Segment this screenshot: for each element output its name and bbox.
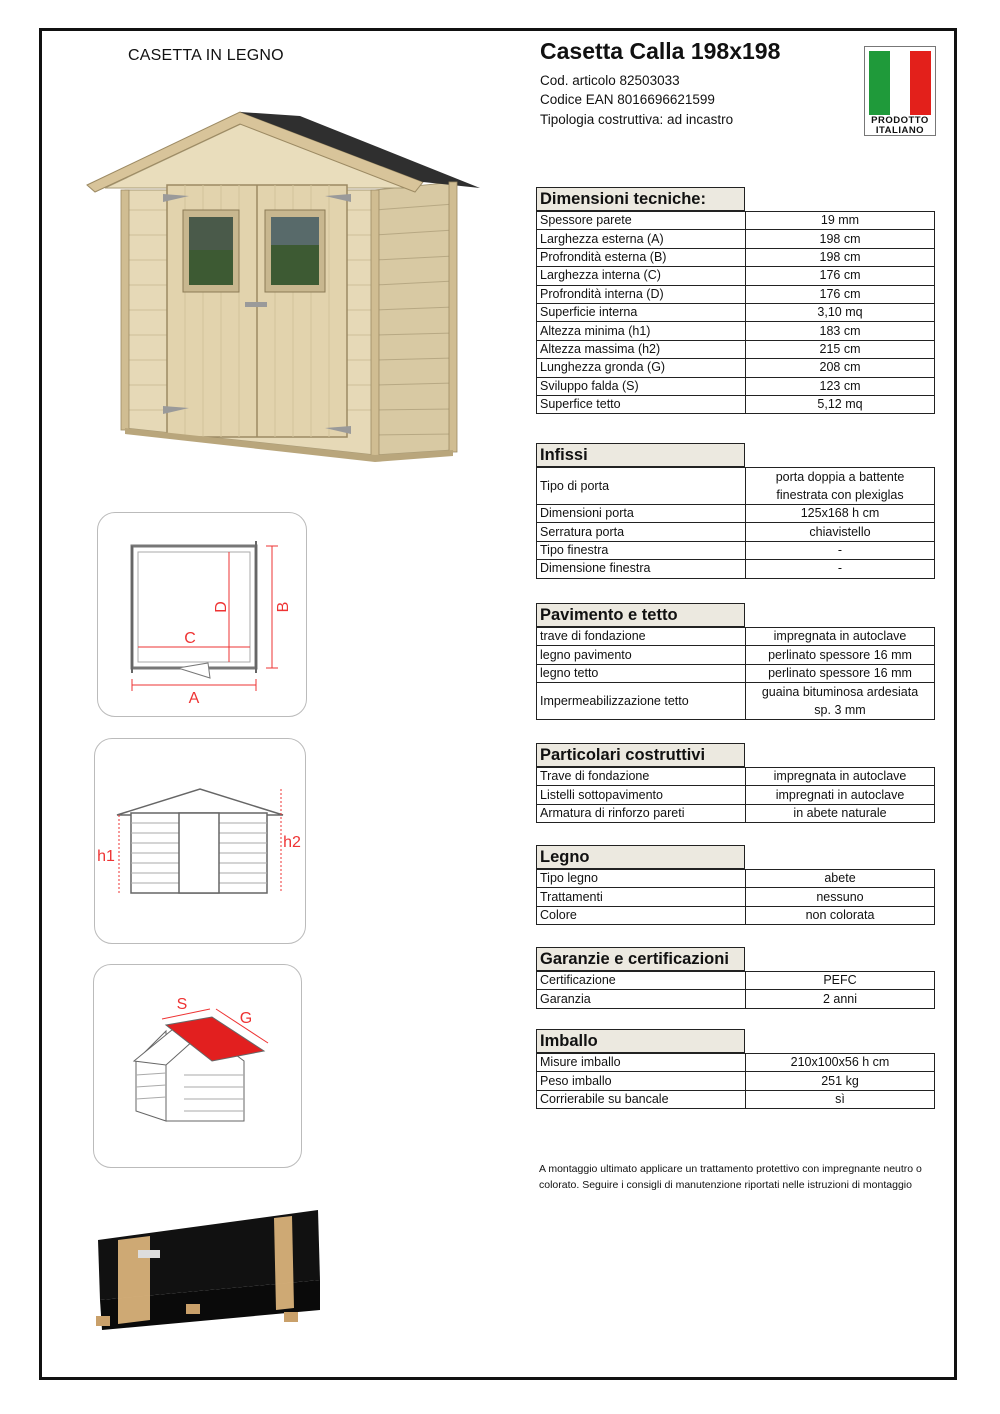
spec-label: Sviluppo falda (S)	[537, 377, 746, 395]
spec-label: Certificazione	[537, 972, 746, 990]
spec-value: 176 cm	[746, 285, 935, 303]
floor-plan-diagram	[98, 513, 306, 716]
roof-panel	[93, 964, 302, 1168]
spec-label: Colore	[537, 906, 746, 924]
roof-diagram	[94, 965, 301, 1167]
spec-label: Garanzia	[537, 990, 746, 1008]
spec-value: -	[746, 541, 935, 559]
spec-value	[746, 683, 935, 720]
spec-value: 3,10 mq	[746, 303, 935, 321]
spec-value: in abete naturale	[746, 804, 935, 822]
roof-label-s: S	[176, 996, 188, 1013]
product-title: Casetta Calla 198x198	[540, 38, 781, 64]
table-row	[537, 267, 935, 285]
spec-label: Dimensioni porta	[537, 505, 746, 523]
spec-value: 123 cm	[746, 377, 935, 395]
roof-label-g: G	[239, 1010, 253, 1027]
spec-value: impregnata in autoclave	[746, 768, 935, 786]
italian-flag-icon	[869, 51, 931, 115]
table-row	[537, 505, 935, 523]
elevation-label-h1: h1	[97, 848, 115, 865]
spec-table	[536, 767, 935, 823]
table-row	[537, 646, 935, 664]
table-row	[537, 786, 935, 804]
maintenance-note: A montaggio ultimato applicare un trattamento protettivo con impregnante neutro o colorato. Seguire i consigli di manutenzione riportati nelle istruzioni di montaggio	[539, 1163, 922, 1191]
spec-label: Larghezza interna (C)	[537, 267, 746, 285]
spec-value: perlinato spessore 16 mm	[746, 664, 935, 682]
spec-label: Tipo di porta	[537, 468, 746, 505]
badge-line-1: PRODOTTO	[871, 115, 929, 126]
section-title: Garanzie e certificazioni	[536, 947, 745, 971]
spec-value: 5,12 mq	[746, 395, 935, 413]
spec-label: Superfice tetto	[537, 395, 746, 413]
table-row	[537, 340, 935, 358]
spec-value-line-1: porta doppia a battente	[775, 470, 905, 484]
spec-value: PEFC	[746, 972, 935, 990]
article-code: Cod. articolo 82503033	[540, 73, 680, 88]
table-row	[537, 541, 935, 559]
spec-label: Larghezza esterna (A)	[537, 230, 746, 248]
spec-value: 19 mm	[746, 212, 935, 230]
spec-value: 2 anni	[746, 990, 935, 1008]
spec-label: Misure imballo	[537, 1054, 746, 1072]
spec-table	[536, 1053, 935, 1109]
table-row	[537, 804, 935, 822]
spec-label: Trattamenti	[537, 888, 746, 906]
spec-value: abete	[746, 870, 935, 888]
table-row	[537, 212, 935, 230]
spec-value: 176 cm	[746, 267, 935, 285]
spec-value: -	[746, 560, 935, 578]
spec-value: 208 cm	[746, 359, 935, 377]
spec-label: Peso imballo	[537, 1072, 746, 1090]
table-row	[537, 322, 935, 340]
section-title: Particolari costruttivi	[536, 743, 745, 767]
spec-label: Impermeabilizzazione tetto	[537, 683, 746, 720]
spec-label: Altezza minima (h1)	[537, 322, 746, 340]
spec-table	[536, 869, 935, 925]
spec-label: Corrierabile su bancale	[537, 1090, 746, 1108]
table-row	[537, 683, 935, 720]
spec-value: perlinato spessore 16 mm	[746, 646, 935, 664]
spec-label: Tipo legno	[537, 870, 746, 888]
spec-label: Armatura di rinforzo pareti	[537, 804, 746, 822]
plan-label-a: A	[188, 690, 200, 707]
plan-label-d: D	[213, 601, 230, 613]
spec-table	[536, 971, 935, 1009]
spec-value: non colorata	[746, 906, 935, 924]
spec-table	[536, 211, 935, 414]
spec-value-line-2: sp. 3 mm	[814, 703, 866, 718]
table-row	[537, 870, 935, 888]
section-title: Legno	[536, 845, 745, 869]
spec-label: Serratura porta	[537, 523, 746, 541]
section-title: Imballo	[536, 1029, 745, 1053]
elevation-diagram	[95, 739, 305, 943]
table-row	[537, 906, 935, 924]
spec-value: impregnata in autoclave	[746, 628, 935, 646]
table-row	[537, 888, 935, 906]
section-title: Infissi	[536, 443, 745, 467]
spec-value: sì	[746, 1090, 935, 1108]
spec-value: 251 kg	[746, 1072, 935, 1090]
table-row	[537, 285, 935, 303]
spec-value	[746, 468, 935, 505]
construction-type: Tipologia costruttiva: ad incastro	[540, 112, 734, 127]
spec-value: 198 cm	[746, 248, 935, 266]
spec-value: 125x168 h cm	[746, 505, 935, 523]
table-row	[537, 628, 935, 646]
section-title: Pavimento e tetto	[536, 603, 745, 627]
made-in-italy-badge	[864, 46, 936, 136]
plan-label-c: C	[184, 630, 196, 647]
spec-label: Profrondità interna (D)	[537, 285, 746, 303]
spec-value: 183 cm	[746, 322, 935, 340]
elevation-panel	[94, 738, 306, 944]
table-row	[537, 1090, 935, 1108]
table-row	[537, 664, 935, 682]
spec-label: Listelli sottopavimento	[537, 786, 746, 804]
table-row	[537, 377, 935, 395]
table-row	[537, 230, 935, 248]
spec-value: 210x100x56 h cm	[746, 1054, 935, 1072]
badge-line-2: ITALIANO	[875, 125, 925, 136]
spec-value: chiavistello	[746, 523, 935, 541]
table-row	[537, 303, 935, 321]
table-row	[537, 523, 935, 541]
shed-illustration	[85, 110, 485, 470]
table-row	[537, 768, 935, 786]
spec-value-line-1: guaina bituminosa ardesiata	[761, 685, 919, 700]
table-row	[537, 1072, 935, 1090]
section-title: Dimensioni tecniche:	[536, 187, 745, 211]
table-row	[537, 359, 935, 377]
spec-table	[536, 467, 935, 579]
spec-table	[536, 627, 935, 720]
spec-label: Profrondità esterna (B)	[537, 248, 746, 266]
spec-label: trave di fondazione	[537, 628, 746, 646]
spec-value: nessuno	[746, 888, 935, 906]
spec-label: Spessore parete	[537, 212, 746, 230]
table-row	[537, 990, 935, 1008]
spec-value: 215 cm	[746, 340, 935, 358]
package-illustration	[88, 1200, 338, 1330]
spec-label: Altezza massima (h2)	[537, 340, 746, 358]
document-label: CASETTA IN LEGNO	[128, 47, 284, 64]
table-row	[537, 395, 935, 413]
table-row	[537, 468, 935, 505]
elevation-label-h2: h2	[283, 834, 301, 851]
spec-label: legno pavimento	[537, 646, 746, 664]
spec-label: Trave di fondazione	[537, 768, 746, 786]
ean-code: Codice EAN 8016696621599	[540, 92, 715, 107]
table-row	[537, 1054, 935, 1072]
spec-label: Lunghezza gronda (G)	[537, 359, 746, 377]
spec-label: Superficie interna	[537, 303, 746, 321]
table-row	[537, 248, 935, 266]
spec-value-line-2: finestrata con plexiglas	[776, 488, 904, 502]
table-row	[537, 560, 935, 578]
spec-value: 198 cm	[746, 230, 935, 248]
plan-label-b: B	[275, 601, 292, 613]
spec-label: legno tetto	[537, 664, 746, 682]
spec-label: Tipo finestra	[537, 541, 746, 559]
table-row	[537, 972, 935, 990]
spec-value: impregnati in autoclave	[746, 786, 935, 804]
spec-label: Dimensione finestra	[537, 560, 746, 578]
floor-plan-panel	[97, 512, 307, 717]
